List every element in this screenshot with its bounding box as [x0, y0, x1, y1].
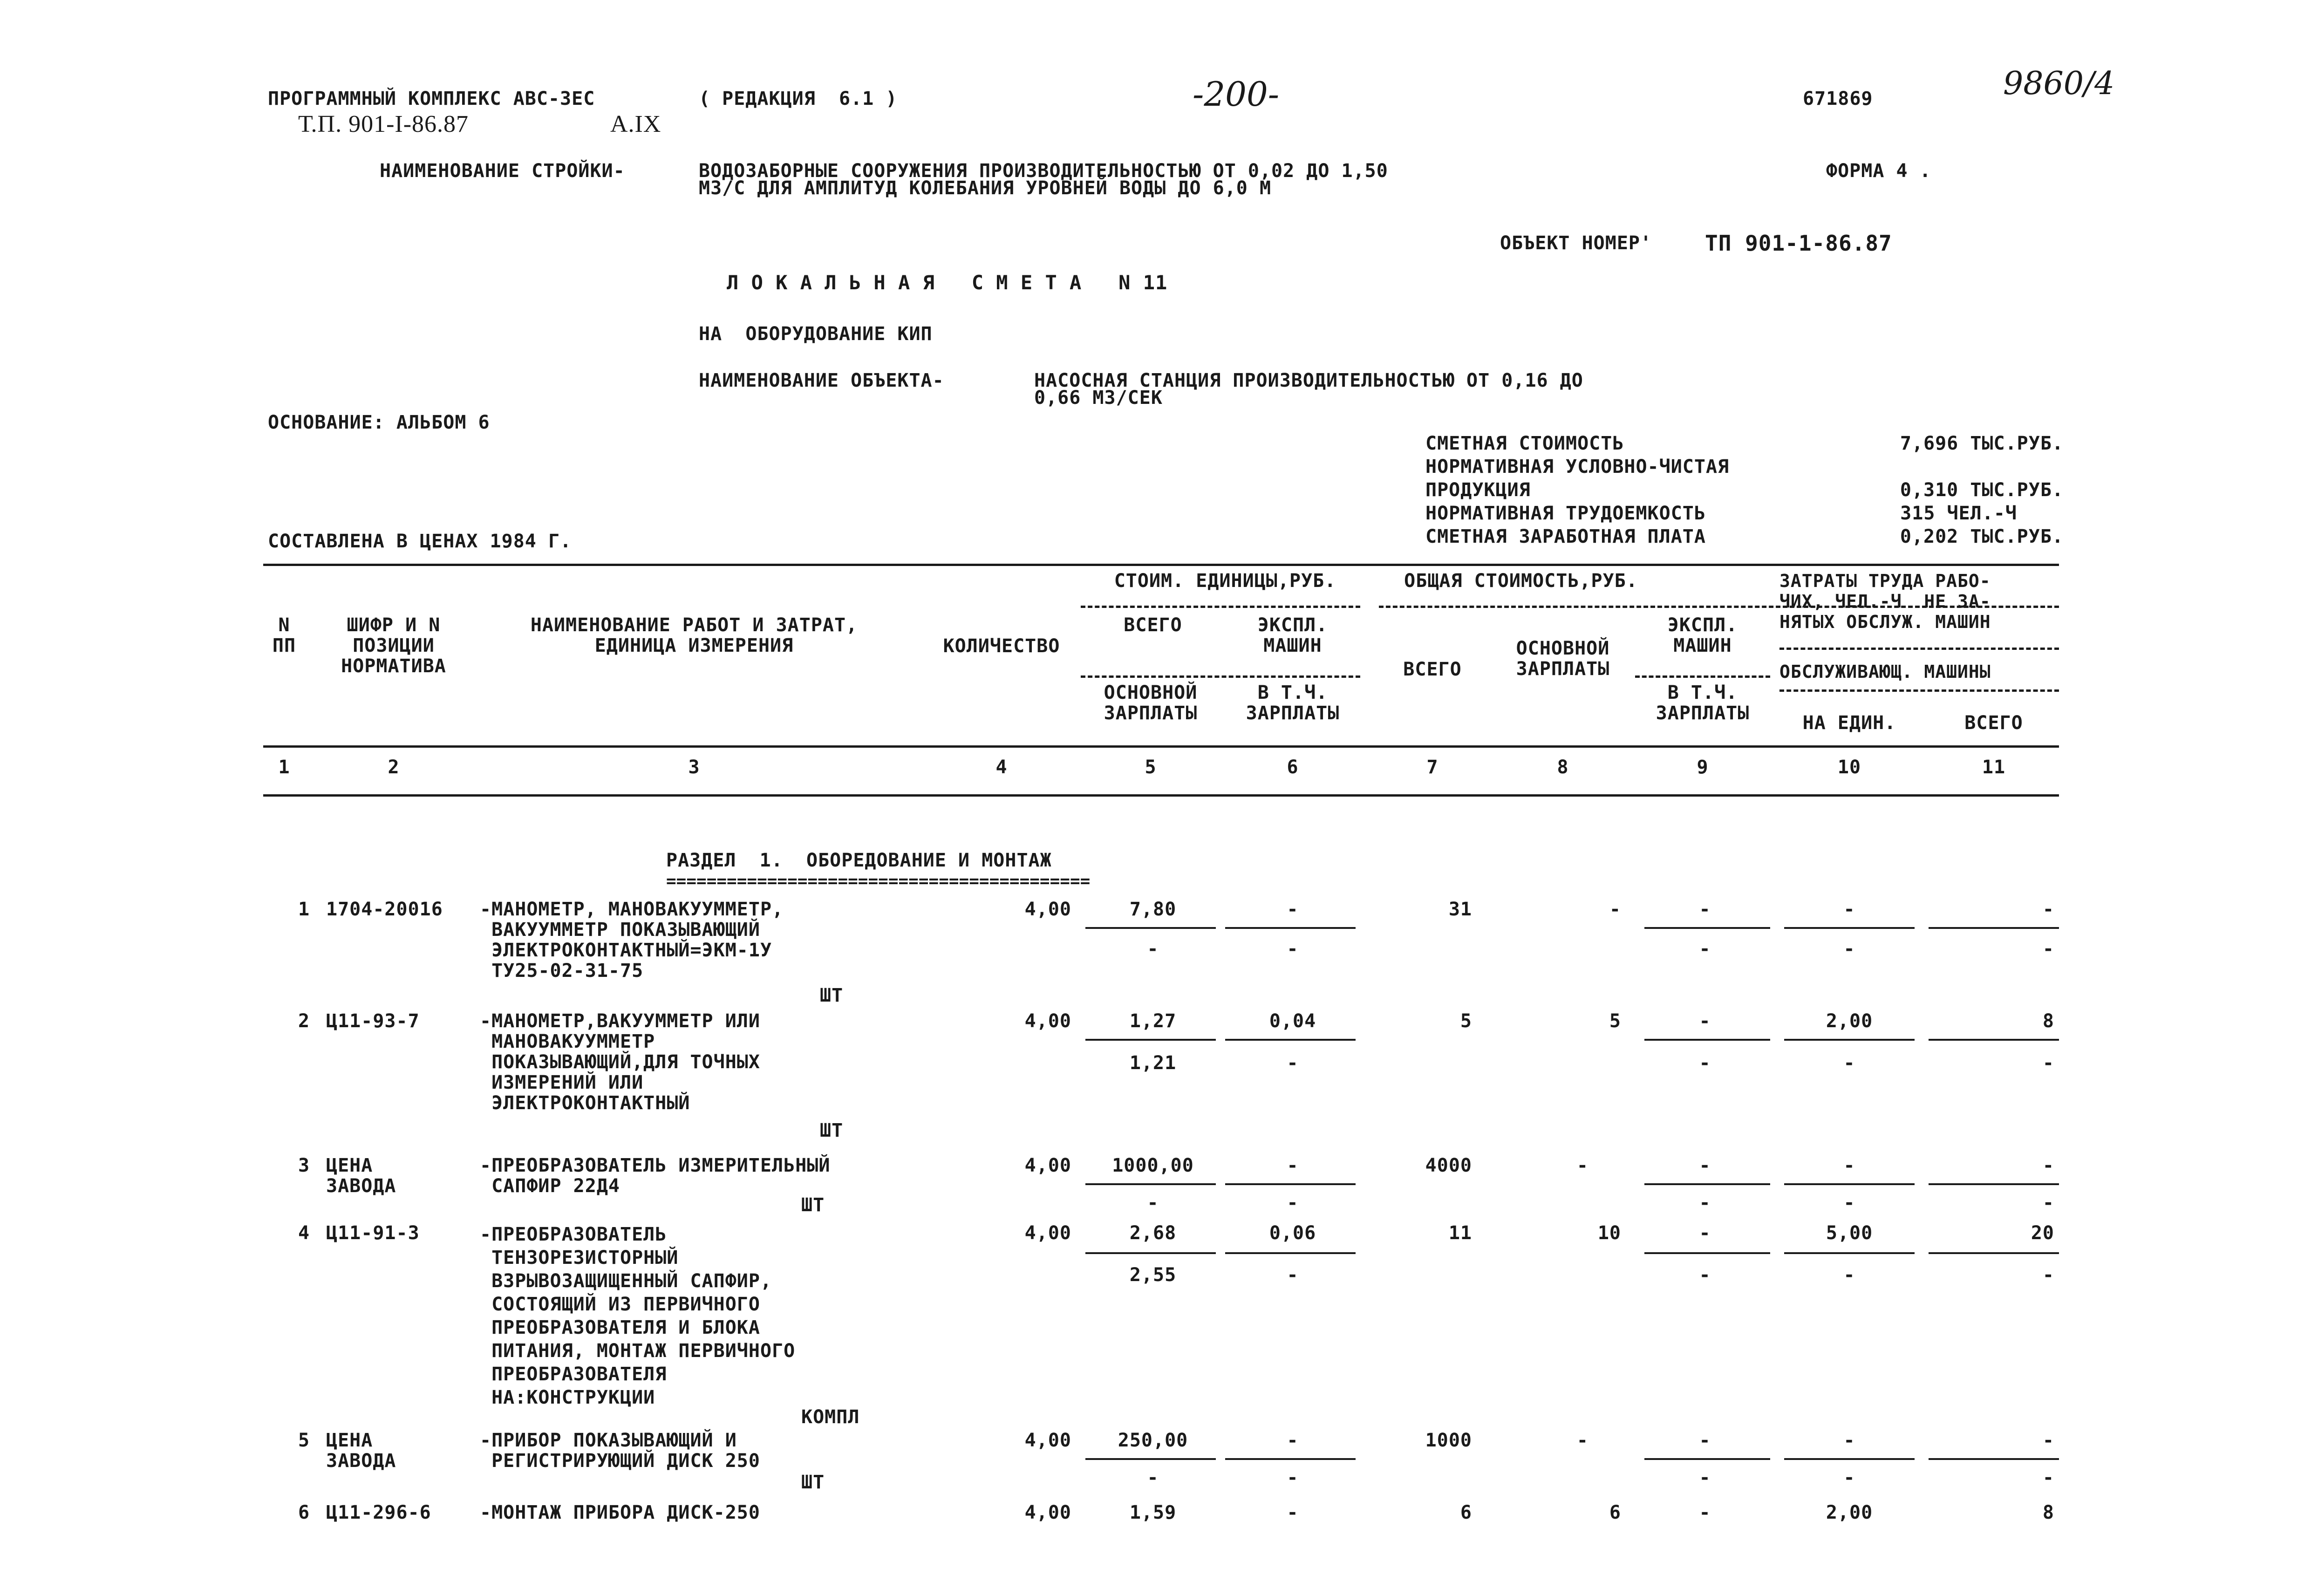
- summary-label: СМЕТНАЯ СТОИМОСТЬ: [1425, 433, 1624, 454]
- header-bottom-rule: [263, 745, 2059, 748]
- cell-rule: [1784, 1458, 1915, 1460]
- row-labor-machines-total: -: [2042, 1192, 2054, 1214]
- row-quantity: 4,00: [1024, 1502, 1071, 1523]
- row-labor-total: 8: [2042, 1010, 2054, 1032]
- row-labor-machines-unit: -: [1843, 1467, 1855, 1488]
- col-header-unit-incl-wage: В Т.Ч. ЗАРПЛАТЫ: [1246, 682, 1340, 724]
- column-number: 2: [388, 757, 400, 778]
- cell-rule: [1644, 1039, 1770, 1041]
- row-labor-per-unit: -: [1843, 1430, 1855, 1451]
- col-header-unit-base-wage: ОСНОВНОЙ ЗАРПЛАТЫ: [1104, 682, 1198, 724]
- row-total-base-wage: -: [1576, 1155, 1588, 1176]
- row-total-machines: -: [1699, 899, 1711, 920]
- row-number: 1: [298, 899, 310, 920]
- row-labor-total: 20: [2031, 1222, 2054, 1244]
- cell-rule: [1085, 1039, 1216, 1041]
- row-total-all: 6: [1460, 1502, 1472, 1523]
- row-unit-total: 1000,00: [1112, 1155, 1194, 1176]
- row-quantity: 4,00: [1024, 899, 1071, 920]
- row-unit-machines: -: [1287, 899, 1299, 920]
- summary-value: 7,696 ТЫС.РУБ.: [1900, 433, 2064, 454]
- row-labor-machines-total: -: [2042, 938, 2054, 960]
- row-name: -МАНОМЕТР,ВАКУУММЕТР ИЛИ МАНОВАКУУММЕТР ПОКАЗЫВАЮЩИЙ,ДЛЯ ТОЧНЫХ ИЗМЕРЕНИЙ ИЛИ ЭЛЕКТРОКОНТАКТНЫЙ: [480, 1010, 760, 1114]
- cell-rule: [1929, 1252, 2059, 1254]
- cell-rule: [1225, 1252, 1356, 1254]
- header-rule: [1635, 675, 1770, 678]
- row-unit-machines: 0,06: [1269, 1222, 1316, 1244]
- row-total-base-wage: -: [1576, 1430, 1588, 1451]
- row-total-all: 1000: [1425, 1430, 1472, 1451]
- col-header-quantity: КОЛИЧЕСТВО: [943, 635, 1060, 657]
- row-number: 4: [298, 1222, 310, 1244]
- row-code: Ц11-91-3: [326, 1222, 420, 1244]
- summary-label: НОРМАТИВНАЯ УСЛОВНО-ЧИСТАЯ: [1425, 456, 1730, 477]
- construction-line-2: М3/С ДЛЯ АМПЛИТУД КОЛЕБАНИЯ УРОВНЕЙ ВОДЫ ДО 6,0 М: [699, 177, 1272, 199]
- col-header-total-machines: ЭКСПЛ. МАШИН: [1667, 614, 1738, 656]
- table-top-rule: [263, 564, 2059, 566]
- album-number: А.IX: [610, 111, 661, 137]
- summary-value: 0,202 ТЫС.РУБ.: [1900, 526, 2064, 547]
- construction-line-1: ВОДОЗАБОРНЫЕ СООРУЖЕНИЯ ПРОИЗВОДИТЕЛЬНОСТЬЮ ОТ 0,02 ДО 1,50: [699, 160, 1388, 182]
- row-unit-total: 7,80: [1129, 899, 1177, 920]
- row-number: 6: [298, 1502, 310, 1523]
- row-name: -ПРЕОБРАЗОВАТЕЛЬ ТЕНЗОРЕЗИСТОРНЫЙ ВЗРЫВОЗАЩИЩЕННЫЙ САПФИР, СОСТОЯЩИЙ ИЗ ПЕРВИЧНОГО ПРЕОБРАЗОВАТЕЛЯ И БЛОКА ПИТАНИЯ, МОНТАЖ ПЕРВИЧНОГО ПРЕОБРАЗОВАТЕЛЯ НА:КОНСТРУКЦИИ: [480, 1224, 796, 1408]
- row-labor-machines-total: -: [2042, 1052, 2054, 1074]
- row-unit: ШТ: [801, 1472, 825, 1493]
- row-labor-machines-total: -: [2042, 1467, 2054, 1488]
- row-total-machines: -: [1699, 1222, 1711, 1244]
- cell-rule: [1929, 1458, 2059, 1460]
- col-header-unit-total: ВСЕГО: [1124, 614, 1182, 636]
- row-unit-total: 1,27: [1129, 1010, 1177, 1032]
- row-unit-base-wage: 2,55: [1129, 1264, 1177, 1286]
- column-number: 9: [1697, 757, 1709, 778]
- row-unit-incl-wage: -: [1287, 1192, 1299, 1214]
- cell-rule: [1784, 1252, 1915, 1254]
- row-unit: КОМПЛ: [801, 1406, 860, 1428]
- row-unit-incl-wage: -: [1287, 938, 1299, 960]
- row-unit-machines: -: [1287, 1430, 1299, 1451]
- row-code: ЦЕНА ЗАВОДА: [326, 1155, 396, 1197]
- column-number-rule: [263, 794, 2059, 797]
- row-total-base-wage: 10: [1597, 1222, 1621, 1244]
- row-total-all: 4000: [1425, 1155, 1472, 1176]
- row-unit-incl-wage: -: [1287, 1052, 1299, 1074]
- row-labor-machines-unit: -: [1843, 1264, 1855, 1286]
- section-double-rule: ==========================================: [666, 872, 1091, 891]
- col-header-code: ШИФР И N ПОЗИЦИИ НОРМАТИВА: [341, 614, 446, 677]
- summary-label: ПРОДУКЦИЯ: [1425, 479, 1531, 501]
- cell-rule: [1784, 1183, 1915, 1185]
- summary-label: СМЕТНАЯ ЗАРАБОТНАЯ ПЛАТА: [1425, 526, 1706, 547]
- cell-rule: [1085, 1252, 1216, 1254]
- object-label: НАИМЕНОВАНИЕ ОБЪЕКТА-: [699, 370, 944, 391]
- row-number: 2: [298, 1010, 310, 1032]
- row-total-incl-wage: -: [1699, 1052, 1711, 1074]
- row-total-machines: -: [1699, 1010, 1711, 1032]
- summary-value: 315 ЧЕЛ.-Ч: [1900, 503, 2017, 524]
- col-header-labor-per-unit: НА ЕДИН.: [1802, 712, 1896, 734]
- row-code: Ц11-296-6: [326, 1502, 431, 1523]
- row-code: ЦЕНА ЗАВОДА: [326, 1430, 396, 1472]
- row-labor-total: 8: [2042, 1502, 2054, 1523]
- cell-rule: [1085, 927, 1216, 929]
- row-unit-total: 1,59: [1129, 1502, 1177, 1523]
- row-number: 5: [298, 1430, 310, 1451]
- document-title: Л О К А Л Ь Н А Я С М Е Т А N 11: [727, 271, 1168, 294]
- row-quantity: 4,00: [1024, 1222, 1071, 1244]
- row-unit-base-wage: -: [1147, 1467, 1159, 1488]
- row-unit-incl-wage: -: [1287, 1467, 1299, 1488]
- row-labor-per-unit: 2,00: [1826, 1502, 1873, 1523]
- col-header-unit-cost: СТОИМ. ЕДИНИЦЫ,РУБ.: [1114, 570, 1336, 592]
- header-rule: [1081, 606, 1360, 608]
- row-total-all: 5: [1460, 1010, 1472, 1032]
- document-subtitle: НА ОБОРУДОВАНИЕ КИП: [699, 323, 933, 345]
- col-header-name: НАИМЕНОВАНИЕ РАБОТ И ЗАТРАТ, ЕДИНИЦА ИЗМЕРЕНИЯ: [530, 614, 858, 656]
- column-number: 3: [688, 757, 700, 778]
- row-total-incl-wage: -: [1699, 938, 1711, 960]
- summary-value: 0,310 ТЫС.РУБ.: [1900, 479, 2064, 501]
- row-unit-base-wage: -: [1147, 1192, 1159, 1214]
- cell-rule: [1644, 1183, 1770, 1185]
- row-unit-base-wage: 1,21: [1129, 1052, 1177, 1074]
- col-header-labor: ЗАТРАТЫ ТРУДА РАБО- ЧИХ, ЧЕЛ.-Ч НЕ ЗА- НЯТЫХ ОБСЛУЖ. МАШИН: [1779, 571, 1991, 632]
- row-total-machines: -: [1699, 1502, 1711, 1523]
- row-unit-incl-wage: -: [1287, 1264, 1299, 1286]
- row-labor-per-unit: -: [1843, 1155, 1855, 1176]
- form-number: ФОРМА 4 .: [1826, 160, 1931, 182]
- column-number: 6: [1287, 757, 1299, 778]
- cell-rule: [1644, 1458, 1770, 1460]
- page-number: -200-: [1193, 75, 1280, 114]
- row-total-machines: -: [1699, 1155, 1711, 1176]
- row-labor-total: -: [2042, 899, 2054, 920]
- edition: ( РЕДАКЦИЯ 6.1 ): [699, 88, 898, 109]
- cell-rule: [1225, 927, 1356, 929]
- document-code: 671869: [1803, 88, 1873, 109]
- row-labor-per-unit: 5,00: [1826, 1222, 1873, 1244]
- cell-rule: [1225, 1458, 1356, 1460]
- cell-rule: [1225, 1183, 1356, 1185]
- row-labor-per-unit: -: [1843, 899, 1855, 920]
- archive-code: 9860/4: [2003, 65, 2115, 102]
- row-total-base-wage: 6: [1609, 1502, 1621, 1523]
- column-number: 5: [1145, 757, 1157, 778]
- row-unit: ШТ: [820, 985, 844, 1006]
- row-labor-total: -: [2042, 1155, 2054, 1176]
- col-header-total-cost: ОБЩАЯ СТОИМОСТЬ,РУБ.: [1404, 570, 1638, 592]
- object-number: ТП 901-1-86.87: [1705, 231, 1892, 256]
- row-total-all: 31: [1448, 899, 1472, 920]
- col-header-number: N ПП: [272, 614, 296, 656]
- row-total-incl-wage: -: [1699, 1467, 1711, 1488]
- row-unit-machines: 0,04: [1269, 1010, 1316, 1032]
- cell-rule: [1929, 1039, 2059, 1041]
- row-unit-base-wage: -: [1147, 938, 1159, 960]
- row-total-base-wage: 5: [1609, 1010, 1621, 1032]
- row-labor-machines-unit: -: [1843, 1052, 1855, 1074]
- row-name: -МОНТАЖ ПРИБОРА ДИСК-250: [480, 1502, 760, 1523]
- col-header-unit-machines: ЭКСПЛ. МАШИН: [1257, 614, 1328, 656]
- basis: ОСНОВАНИЕ: АЛЬБОМ 6: [268, 412, 490, 433]
- row-unit: ШТ: [820, 1120, 844, 1141]
- row-unit: ШТ: [801, 1194, 825, 1216]
- col-header-labor-machines: ОБСЛУЖИВАЮЩ. МАШИНЫ: [1779, 662, 1991, 682]
- cell-rule: [1929, 927, 2059, 929]
- construction-label: НАИМЕНОВАНИЕ СТРОЙКИ-: [380, 160, 625, 182]
- section-title: РАЗДЕЛ 1. ОБОРЕДОВАНИЕ И МОНТАЖ: [666, 850, 1052, 871]
- column-number: 7: [1426, 757, 1438, 778]
- col-header-labor-total: ВСЕГО: [1964, 712, 2023, 734]
- summary-label: НОРМАТИВНАЯ ТРУДОЕМКОСТЬ: [1425, 503, 1706, 524]
- col-header-total-base-wage: ОСНОВНОЙ ЗАРПЛАТЫ: [1516, 638, 1610, 680]
- cell-rule: [1929, 1183, 2059, 1185]
- row-total-incl-wage: -: [1699, 1192, 1711, 1214]
- program-name: ПРОГРАММНЫЙ КОМПЛЕКС АВС-3ЕС: [268, 88, 595, 109]
- col-header-total-all: ВСЕГО: [1403, 659, 1462, 680]
- price-basis: СОСТАВЛЕНА В ЦЕНАХ 1984 Г.: [268, 531, 572, 552]
- row-name: -МАНОМЕТР, МАНОВАКУУММЕТР, ВАКУУММЕТР ПОКАЗЫВАЮЩИЙ ЭЛЕКТРОКОНТАКТНЫЙ=ЭКМ-1У ТУ25-02-31-75: [480, 899, 784, 982]
- header-rule: [1081, 675, 1360, 678]
- row-total-incl-wage: -: [1699, 1264, 1711, 1286]
- row-labor-total: -: [2042, 1430, 2054, 1451]
- row-name: -ПРЕОБРАЗОВАТЕЛЬ ИЗМЕРИТЕЛЬНЫЙ САПФИР 22Д4: [480, 1155, 831, 1197]
- tp-code: Т.П. 901-I-86.87: [298, 111, 469, 137]
- column-number: 1: [278, 757, 290, 778]
- row-total-machines: -: [1699, 1430, 1711, 1451]
- row-total-base-wage: -: [1609, 899, 1621, 920]
- object-line-2: 0,66 М3/СЕК: [1034, 387, 1163, 409]
- row-unit-machines: -: [1287, 1155, 1299, 1176]
- column-number: 4: [995, 757, 1008, 778]
- row-code: Ц11-93-7: [326, 1010, 420, 1032]
- column-number: 10: [1837, 757, 1861, 778]
- row-number: 3: [298, 1155, 310, 1176]
- header-rule: [1779, 648, 2059, 650]
- row-quantity: 4,00: [1024, 1010, 1071, 1032]
- object-number-label: ОБЪЕКТ НОМЕР': [1500, 232, 1652, 254]
- column-number: 11: [1982, 757, 2006, 778]
- row-quantity: 4,00: [1024, 1430, 1071, 1451]
- row-total-all: 11: [1448, 1222, 1472, 1244]
- cell-rule: [1644, 927, 1770, 929]
- row-unit-total: 2,68: [1129, 1222, 1177, 1244]
- cell-rule: [1225, 1039, 1356, 1041]
- cell-rule: [1644, 1252, 1770, 1254]
- row-labor-machines-total: -: [2042, 1264, 2054, 1286]
- row-labor-machines-unit: -: [1843, 938, 1855, 960]
- header-rule: [1779, 689, 2059, 692]
- row-labor-per-unit: 2,00: [1826, 1010, 1873, 1032]
- row-quantity: 4,00: [1024, 1155, 1071, 1176]
- cell-rule: [1085, 1183, 1216, 1185]
- object-line-1: НАСОСНАЯ СТАНЦИЯ ПРОИЗВОДИТЕЛЬНОСТЬЮ ОТ 0,16 ДО: [1034, 370, 1583, 391]
- row-name: -ПРИБОР ПОКАЗЫВАЮЩИЙ И РЕГИСТРИРУЮЩИЙ ДИСК 250: [480, 1430, 760, 1472]
- row-unit-machines: -: [1287, 1502, 1299, 1523]
- cell-rule: [1784, 1039, 1915, 1041]
- column-number: 8: [1557, 757, 1569, 778]
- row-unit-total: 250,00: [1118, 1430, 1188, 1451]
- row-labor-machines-unit: -: [1843, 1192, 1855, 1214]
- row-code: 1704-20016: [326, 899, 443, 920]
- cell-rule: [1085, 1458, 1216, 1460]
- cell-rule: [1784, 927, 1915, 929]
- col-header-total-incl-wage: В Т.Ч. ЗАРПЛАТЫ: [1656, 682, 1750, 724]
